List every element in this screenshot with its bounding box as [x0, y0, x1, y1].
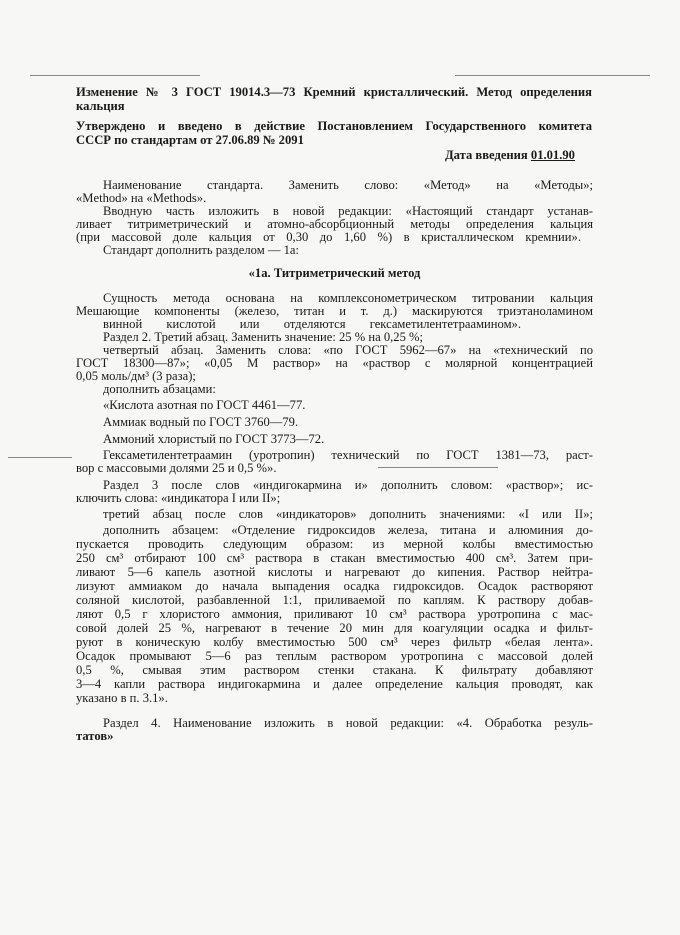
- text-line-22: ключить слова: «индикатора I или II»;: [76, 491, 281, 505]
- text-line-31: совой долей 25 %, нагревают в течение 20 мин для коагуляции осадка и фильт-: [76, 621, 593, 635]
- text-line-12: четвертый абзац. Заменить слова: «по ГОСТ 5962—67» на «технический по: [103, 343, 593, 357]
- text-line-8: Сущность метода основана на комплексонометрическом титровании кальция: [103, 291, 593, 305]
- text-line-11: Раздел 2. Третий абзац. Заменить значение: 25 % на 0,25 %;: [103, 330, 424, 344]
- text-line-20: вор с массовыми долями 25 и 0,5 %».: [76, 461, 277, 475]
- top-rule-left: [30, 75, 200, 76]
- text-line-10: винной кислотой или отделяются гексаметилентетраамином».: [103, 317, 521, 331]
- text-line-16: «Кислота азотная по ГОСТ 4461—77.: [103, 398, 306, 412]
- text-line-21: Раздел 3 после слов «индигокармина и» дополнить словом: «раствор»; ис-: [103, 478, 593, 492]
- text-line-28: лизуют аммиаком до начала выпадения осадка гидроксидов. Осадок растворяют: [76, 579, 593, 593]
- text-line-15: дополнить абзацами:: [103, 382, 216, 396]
- text-line-24: дополнить абзацем: «Отделение гидроксидов железа, титана и алюминия до-: [103, 523, 593, 537]
- text-line-3: Вводную часть изложить в новой редакции: «Настоящий стандарт устанав-: [103, 204, 593, 218]
- text-line-29: соляной кислотой, разбавленной 1:1, приливаемой по каплям. К раствору добав-: [76, 593, 593, 607]
- text-line-33: Осадок промывают 5—6 раз теплым раствором уротропина с массовой долей: [76, 649, 593, 663]
- doc-title-line2: кальция: [76, 99, 125, 113]
- section-heading-1a: «1а. Титриметрический метод: [248, 266, 421, 280]
- text-line-25: пускается проводить следующим образом: из мерной колбы вместимостью: [76, 537, 593, 551]
- date-value: 01.01.90: [530, 148, 575, 162]
- text-line-9: Мешающие компоненты (железо, титан и т. д.) маскируются триэтаноламином: [76, 304, 593, 318]
- text-line-35: 3—4 капли раствора индигокармина и далее определение кальция проводят, как: [76, 677, 593, 691]
- text-line-14: 0,05 моль/дм³ (3 раза);: [76, 369, 196, 383]
- text-line-27: ливают 5—6 капель азотной кислоты и нагревают до кипения. Раствор нейтра-: [76, 565, 593, 579]
- text-line-26: 250 см³ отбирают 100 см³ раствора в стакан вместимостью 400 см³. Затем при-: [76, 551, 593, 565]
- text-line-18: Аммоний хлористый по ГОСТ 3773—72.: [103, 432, 325, 446]
- text-line-32: руют в коническую колбу вместимостью 500 см³ через фильтр «белая лента».: [76, 635, 593, 649]
- text-line-19: Гексаметилентетраамин (уротропин) технический по ГОСТ 1381—73, раст-: [103, 448, 593, 462]
- text-line-37: Раздел 4. Наименование изложить в новой редакции: «4. Обработка резуль-: [103, 716, 593, 730]
- text-line-23: третий абзац после слов «индикаторов» дополнить значениями: «I или II»;: [103, 507, 593, 521]
- text-line-30: ляют 0,5 г хлористого аммония, приливают 10 см³ раствора уротропина с мас-: [76, 607, 593, 621]
- approval-line1: Утверждено и введено в действие Постановлением Государственного комитета: [76, 119, 592, 133]
- text-line-34: 0,5 %, смывая этим раствором стенки стакана. К фильтрату добавляют: [76, 663, 593, 677]
- doc-title-line1: Изменение № 3 ГОСТ 19014.3—73 Кремний кристаллический. Метод определения: [76, 85, 592, 99]
- text-line-4: ливает титриметрический и атомно-абсорбционный методы определения кальция: [76, 217, 593, 231]
- effective-date: [445, 148, 575, 162]
- text-line-36: указано в п. 3.1».: [76, 691, 168, 705]
- text-line-38: татов»: [76, 729, 114, 743]
- side-rule-left: [8, 457, 72, 458]
- text-line-17: Аммиак водный по ГОСТ 3760—79.: [103, 415, 299, 429]
- text-line-13: ГОСТ 18300—87»; «0,05 М раствор» на «раствор с молярной концентрацией: [76, 356, 593, 370]
- text-line-5: (при массовой доле кальция от 0,30 до 1,60 %) в кристаллическом кремнии».: [76, 230, 581, 244]
- approval-line2: СССР по стандартам от 27.06.89 № 2091: [76, 133, 304, 147]
- side-rule-right: [378, 467, 498, 468]
- text-line-6: Стандарт дополнить разделом — 1а:: [103, 243, 299, 257]
- top-rule-right: [455, 75, 650, 76]
- date-label: Дата введения: [445, 148, 528, 162]
- text-line-2: «Method» на «Methods».: [76, 191, 207, 205]
- text-line-1: Наименование стандарта. Заменить слово: «Метод» на «Методы»;: [103, 178, 593, 192]
